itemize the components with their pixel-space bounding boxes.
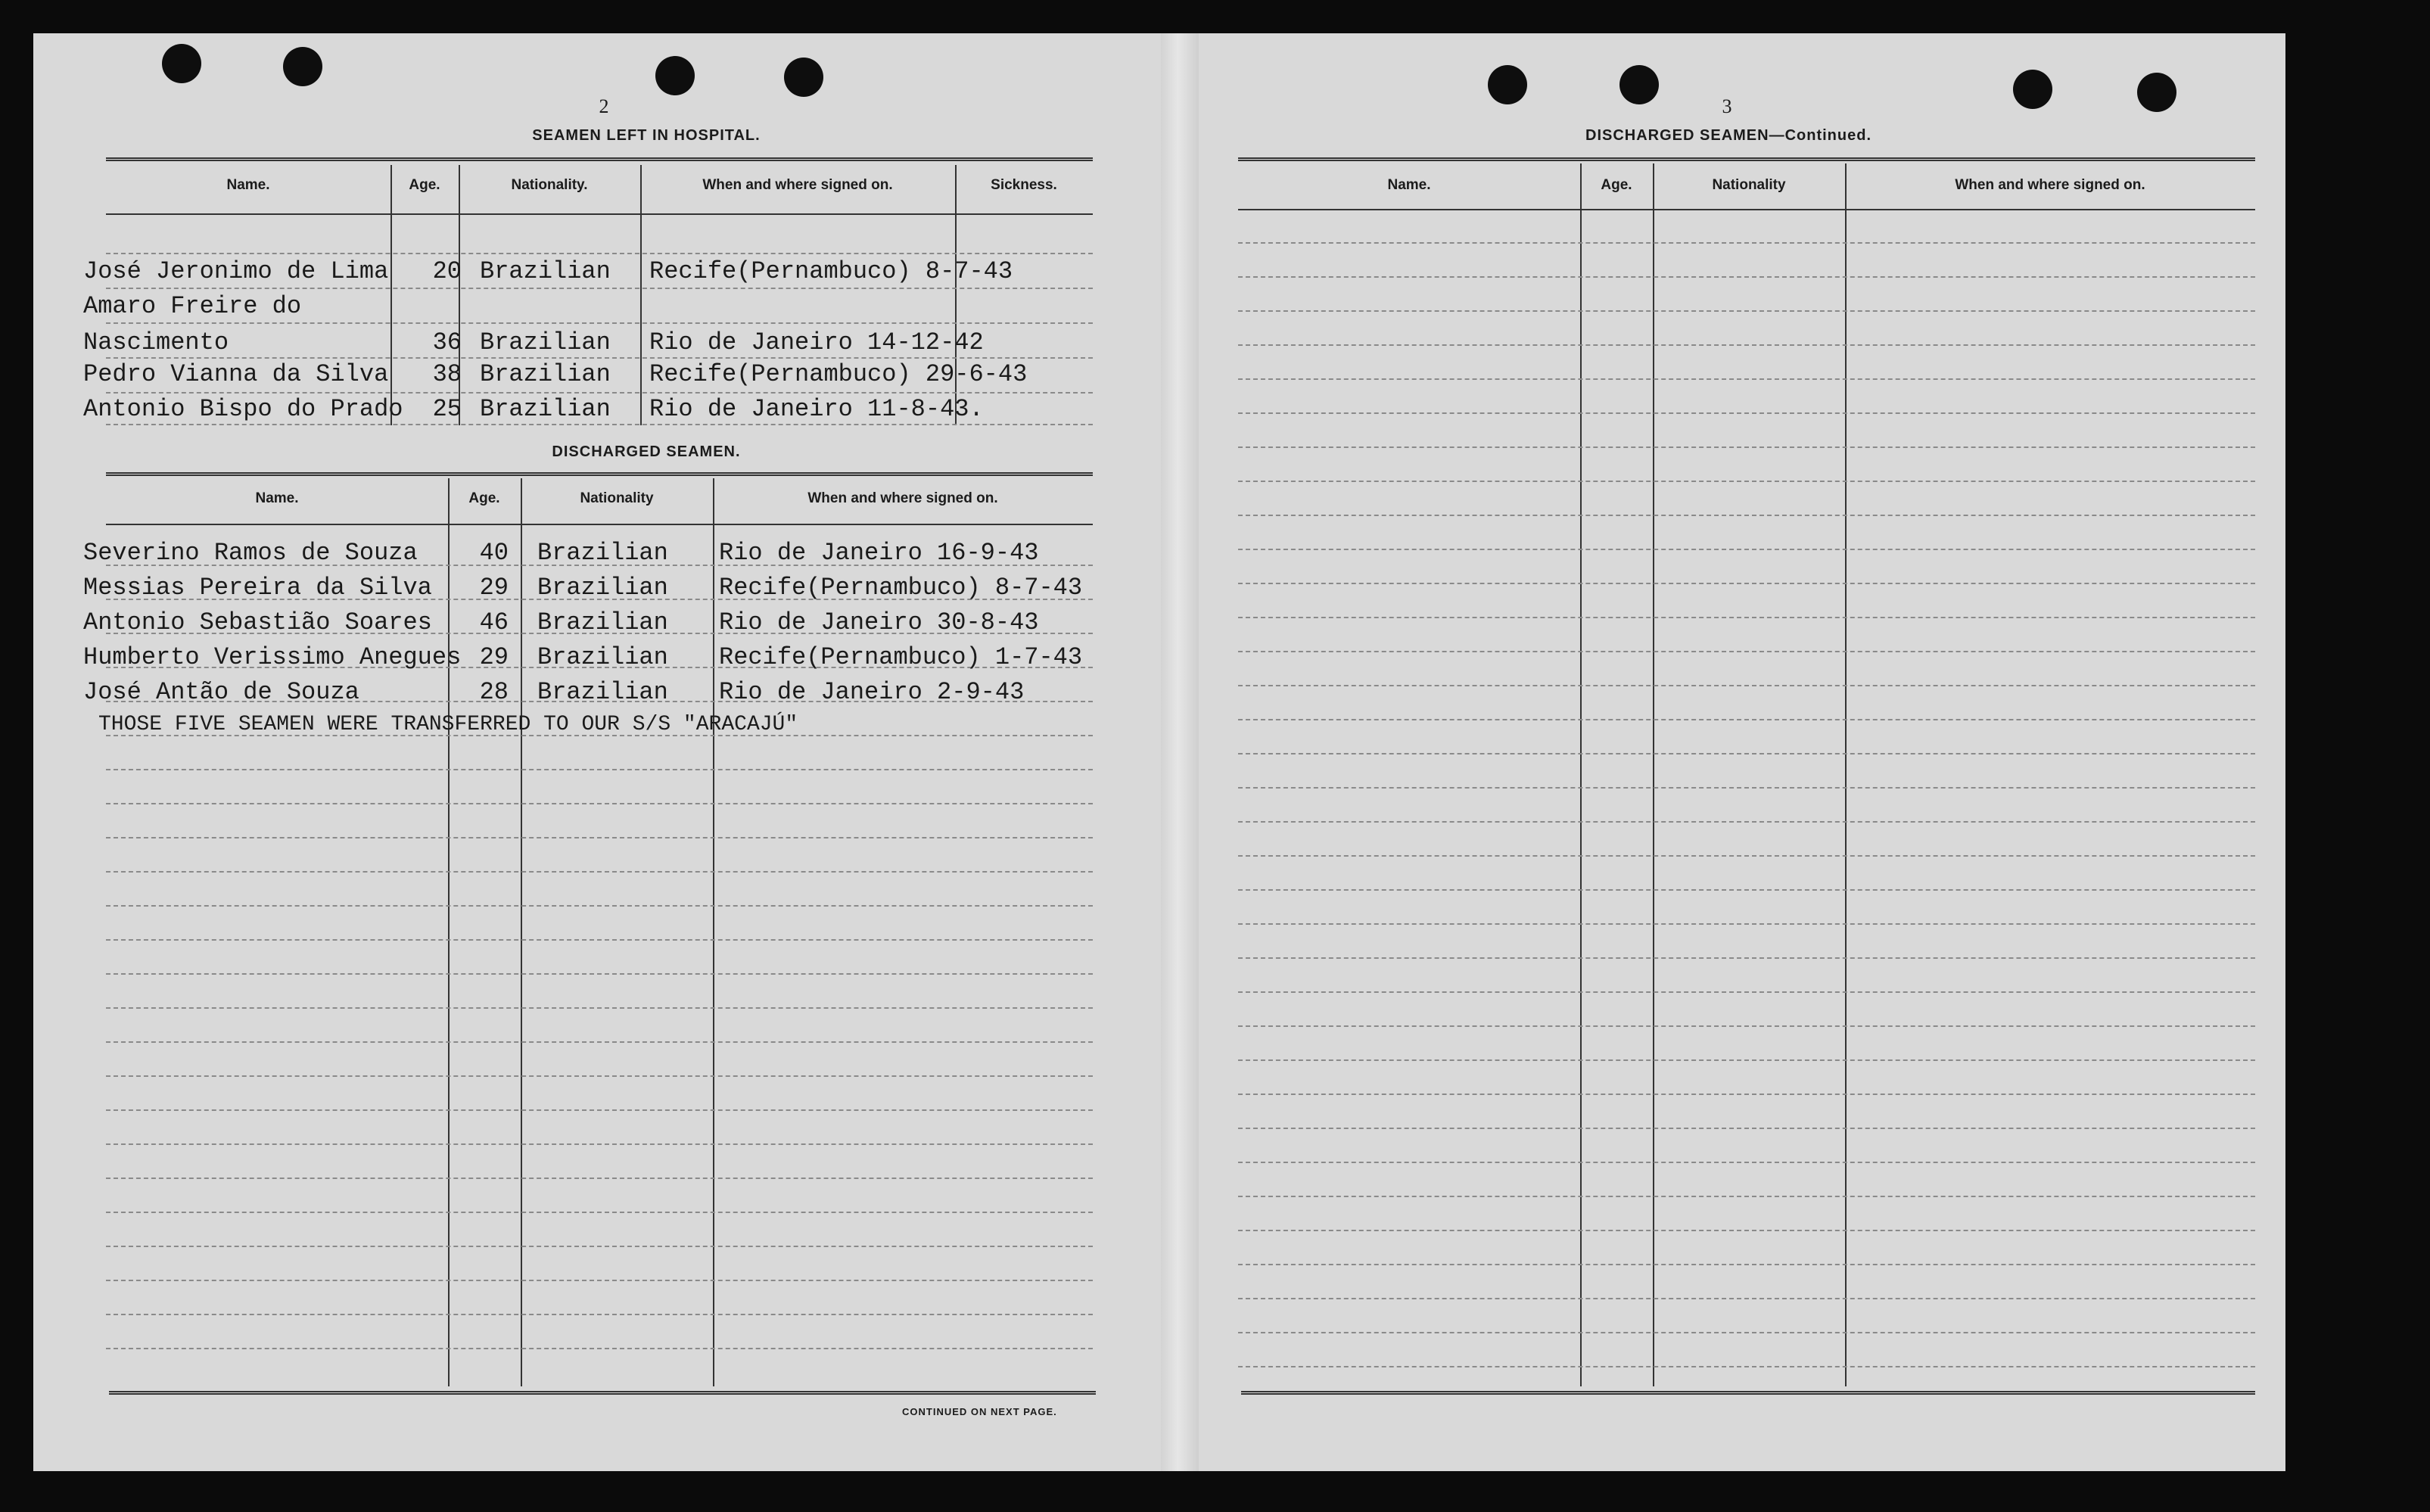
column-divider — [1845, 163, 1847, 1386]
ruled-line — [106, 253, 1093, 254]
discharged-row-age: 46 — [479, 608, 509, 636]
discharged-row-nationality: Brazilian — [537, 539, 668, 567]
ruled-line — [106, 1178, 1093, 1179]
column-divider — [1580, 163, 1582, 1386]
continued-note: CONTINUED ON NEXT PAGE. — [902, 1406, 1057, 1417]
column-header-nationality: Nationality. — [511, 177, 588, 193]
document-sheet — [33, 33, 2285, 1471]
rule — [106, 524, 1093, 525]
hospital-row-name: Pedro Vianna da Silva — [83, 360, 389, 388]
column-header-sickness: Sickness. — [991, 177, 1057, 193]
column-divider — [713, 478, 714, 1386]
hospital-row-name: Nascimento — [83, 328, 229, 356]
punch-hole — [655, 56, 695, 95]
ruled-line — [106, 973, 1093, 975]
ruled-line — [106, 1007, 1093, 1009]
ruled-line — [1238, 481, 2255, 482]
ruled-line — [1238, 651, 2255, 652]
ruled-line — [1238, 617, 2255, 618]
column-header-signed-on: When and where signed on. — [1955, 177, 2145, 193]
rule — [106, 213, 1093, 215]
ruled-line — [1238, 889, 2255, 891]
ruled-line — [1238, 1230, 2255, 1231]
hospital-row-nationality: Brazilian — [480, 328, 611, 356]
discharged-row-nationality: Brazilian — [537, 574, 668, 602]
ruled-line — [1238, 515, 2255, 516]
page-fold — [1161, 33, 1199, 1471]
ruled-line — [106, 1212, 1093, 1213]
column-header-name: Name. — [226, 177, 270, 193]
hospital-row-signed-on: Rio de Janeiro 11-8-43. — [649, 395, 984, 423]
ruled-line — [1238, 1298, 2255, 1299]
page-number-right: 3 — [1722, 95, 1732, 117]
ruled-line — [106, 837, 1093, 838]
ruled-line — [1238, 310, 2255, 312]
discharged-row-nationality: Brazilian — [537, 678, 668, 706]
ruled-line — [106, 871, 1093, 873]
column-divider — [521, 478, 522, 1386]
column-header-name: Name. — [1387, 177, 1431, 193]
column-divider — [448, 478, 450, 1386]
ruled-line — [1238, 787, 2255, 789]
ruled-line — [1238, 446, 2255, 448]
hospital-row-signed-on: Recife(Pernambuco) 29-6-43 — [649, 360, 1028, 388]
discharged-row-signed-on: Recife(Pernambuco) 8-7-43 — [719, 574, 1083, 602]
discharged-row-age: 29 — [479, 574, 509, 602]
punch-hole — [1488, 65, 1527, 104]
punch-hole — [2013, 70, 2052, 109]
ruled-line — [1238, 583, 2255, 584]
hospital-row-signed-on: Recife(Pernambuco) 8-7-43 — [649, 257, 1013, 285]
column-header-signed-on: When and where signed on. — [702, 177, 893, 193]
column-divider — [390, 165, 392, 425]
hospital-section-title: SEAMEN LEFT IN HOSPITAL. — [532, 127, 761, 144]
ruled-line — [1238, 1332, 2255, 1333]
punch-hole — [784, 58, 823, 97]
ruled-line — [1238, 344, 2255, 346]
rule — [1241, 1391, 2255, 1395]
ruled-line — [1238, 1025, 2255, 1027]
transfer-note: THOSE FIVE SEAMEN WERE TRANSFERRED TO OUR S/S "ARACAJÚ" — [98, 713, 798, 736]
ruled-line — [106, 905, 1093, 907]
discharged-row-name: Antonio Sebastião Soares — [83, 608, 432, 636]
page-number-left: 2 — [599, 95, 609, 117]
discharged-row-nationality: Brazilian — [537, 608, 668, 636]
ruled-line — [106, 1314, 1093, 1315]
hospital-row-name: Antonio Bispo do Prado — [83, 395, 403, 423]
column-header-age: Age. — [1601, 177, 1632, 193]
discharged-row-name: Severino Ramos de Souza — [83, 539, 418, 567]
discharged-row-signed-on: Recife(Pernambuco) 1-7-43 — [719, 643, 1083, 671]
ruled-line — [1238, 276, 2255, 278]
rule — [1238, 157, 2255, 161]
hospital-row-age: 38 — [432, 360, 462, 388]
discharged-row-signed-on: Rio de Janeiro 30-8-43 — [719, 608, 1039, 636]
ruled-line — [106, 424, 1093, 425]
ruled-line — [1238, 991, 2255, 993]
ruled-line — [106, 392, 1093, 394]
ruled-line — [1238, 1059, 2255, 1061]
ruled-line — [1238, 1162, 2255, 1163]
column-header-name: Name. — [255, 490, 299, 506]
hospital-row-name: Amaro Freire do — [83, 292, 302, 320]
ruled-line — [1238, 378, 2255, 380]
ruled-line — [106, 1246, 1093, 1247]
hospital-row-age: 36 — [432, 328, 462, 356]
hospital-row-name: José Jeronimo de Lima — [83, 257, 389, 285]
ruled-line — [1238, 821, 2255, 823]
hospital-row-nationality: Brazilian — [480, 257, 611, 285]
ruled-line — [1238, 1366, 2255, 1367]
ruled-line — [1238, 753, 2255, 754]
ruled-line — [106, 357, 1093, 359]
hospital-row-age: 20 — [432, 257, 462, 285]
punch-hole — [2137, 73, 2176, 112]
ruled-line — [1238, 719, 2255, 720]
ruled-line — [106, 939, 1093, 941]
rule — [109, 1391, 1096, 1395]
ruled-line — [1238, 685, 2255, 686]
column-header-nationality: Nationality — [1712, 177, 1786, 193]
discharged-row-name: Messias Pereira da Silva — [83, 574, 432, 602]
discharged-section-title: DISCHARGED SEAMEN. — [552, 443, 741, 460]
hospital-row-age: 25 — [432, 395, 462, 423]
ruled-line — [1238, 1128, 2255, 1129]
column-divider — [1653, 163, 1654, 1386]
ruled-line — [106, 1280, 1093, 1281]
discharged-row-nationality: Brazilian — [537, 643, 668, 671]
ruled-line — [106, 1041, 1093, 1043]
discharged-row-signed-on: Rio de Janeiro 2-9-43 — [719, 678, 1025, 706]
punch-hole — [162, 44, 201, 83]
ruled-line — [1238, 1264, 2255, 1265]
hospital-row-nationality: Brazilian — [480, 395, 611, 423]
ruled-line — [1238, 1196, 2255, 1197]
column-header-age: Age. — [409, 177, 440, 193]
column-divider — [640, 165, 642, 425]
ruled-line — [106, 769, 1093, 770]
discharged-row-age: 29 — [479, 643, 509, 671]
ruled-line — [1238, 242, 2255, 244]
ruled-line — [1238, 957, 2255, 959]
discharged-row-age: 28 — [479, 678, 509, 706]
discharged-row-age: 40 — [479, 539, 509, 567]
discharged-row-name: José Antão de Souza — [83, 678, 359, 706]
ruled-line — [106, 322, 1093, 324]
ruled-line — [106, 1075, 1093, 1077]
column-header-signed-on: When and where signed on. — [807, 490, 998, 506]
ruled-line — [106, 1348, 1093, 1349]
punch-hole — [283, 47, 322, 86]
ruled-line — [1238, 549, 2255, 550]
ruled-line — [1238, 412, 2255, 414]
discharged-row-signed-on: Rio de Janeiro 16-9-43 — [719, 539, 1039, 567]
ruled-line — [1238, 1094, 2255, 1095]
hospital-row-nationality: Brazilian — [480, 360, 611, 388]
rule — [106, 472, 1093, 476]
right-section-title: DISCHARGED SEAMEN—Continued. — [1585, 127, 1872, 144]
ruled-line — [106, 288, 1093, 289]
column-header-age: Age. — [468, 490, 500, 506]
ruled-line — [106, 1109, 1093, 1111]
punch-hole — [1619, 65, 1659, 104]
discharged-row-name: Humberto Verissimo Anegues — [83, 643, 462, 671]
rule — [1238, 209, 2255, 210]
hospital-row-signed-on: Rio de Janeiro 14-12-42 — [649, 328, 984, 356]
ruled-line — [106, 1143, 1093, 1145]
ruled-line — [106, 803, 1093, 804]
ruled-line — [1238, 855, 2255, 857]
ruled-line — [1238, 923, 2255, 925]
rule — [106, 157, 1093, 161]
column-header-nationality: Nationality — [580, 490, 654, 506]
